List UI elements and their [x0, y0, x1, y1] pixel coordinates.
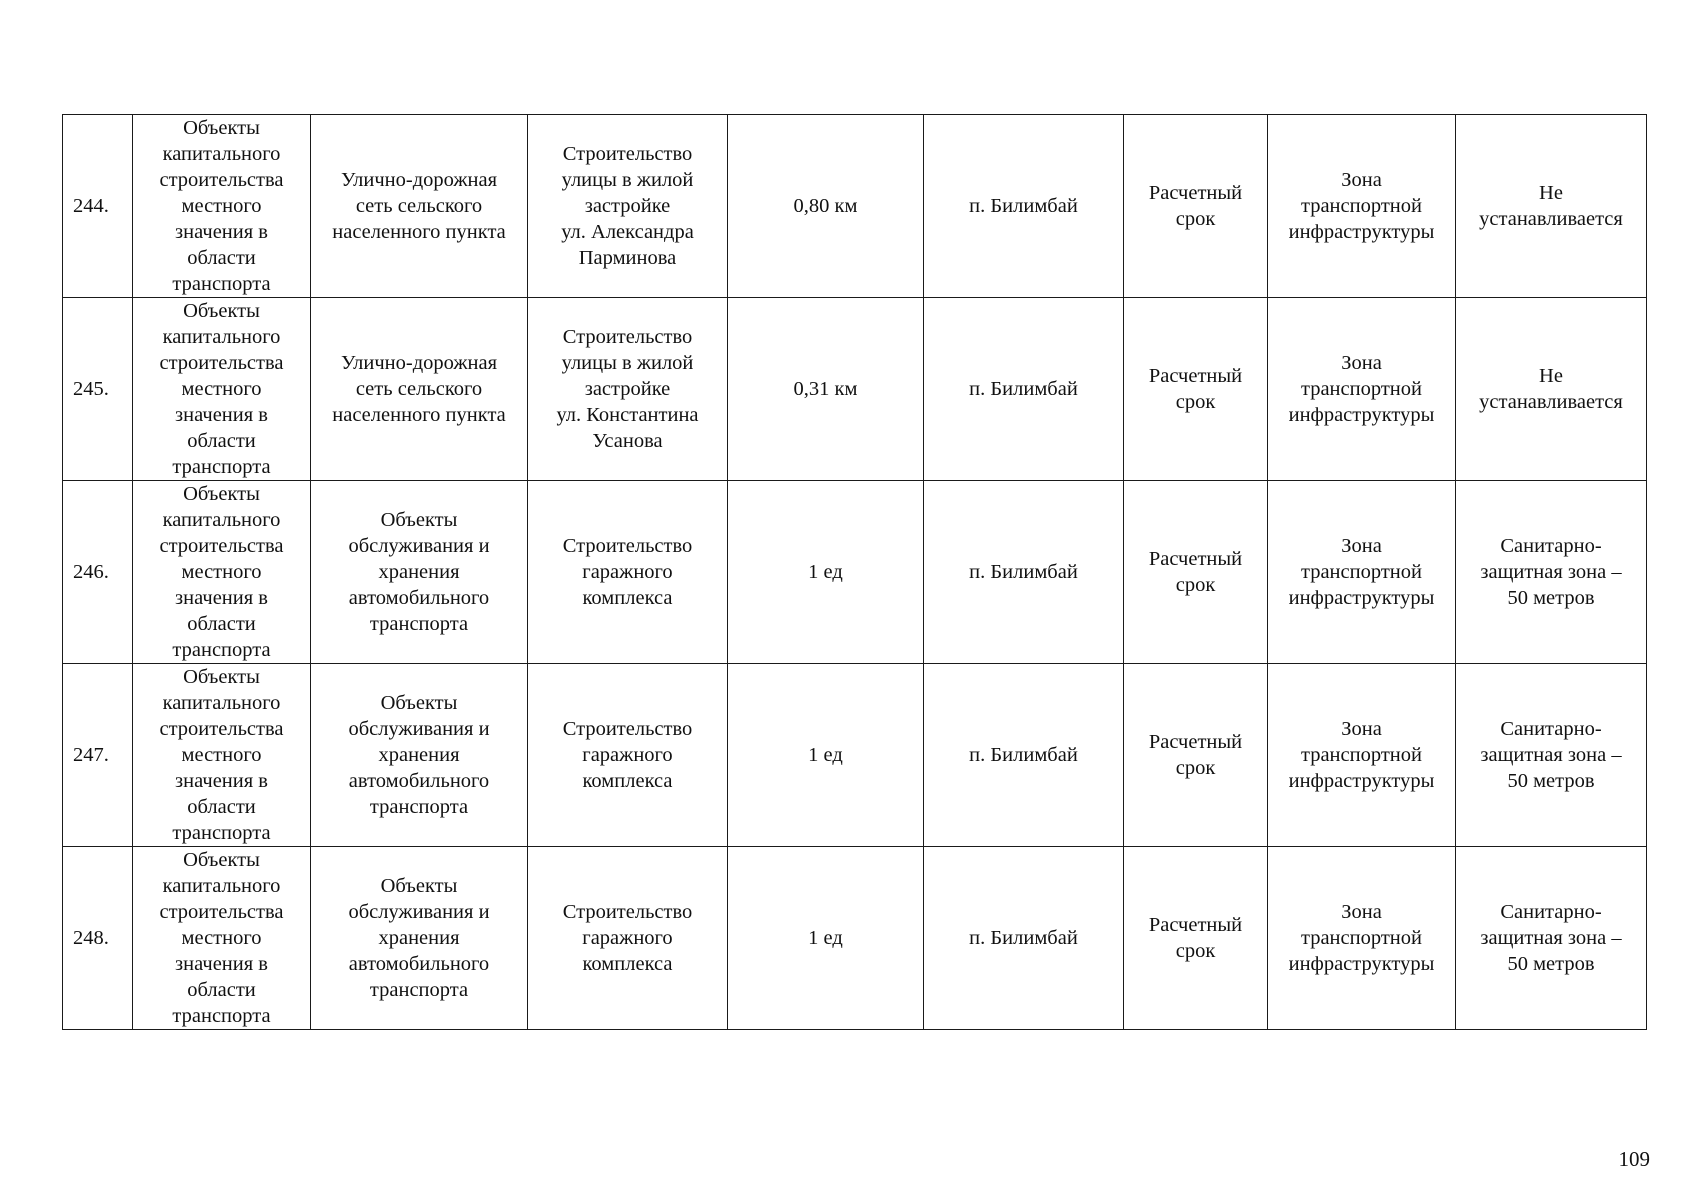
table-row — [63, 664, 1647, 847]
object-name: Строительство гаражного комплекса — [528, 664, 728, 847]
zone-restriction: Санитарно- защитная зона – 50 метров — [1456, 481, 1647, 664]
object-value: 1 ед — [728, 664, 924, 847]
object-location: п. Билимбай — [924, 115, 1124, 298]
object-purpose: Объекты обслуживания и хранения автомобильного транспорта — [311, 481, 528, 664]
object-value: 0,31 км — [728, 298, 924, 481]
object-value: 1 ед — [728, 481, 924, 664]
table-row — [63, 847, 1647, 1030]
object-category: Объекты капитального строительства местного значения в области транспорта — [133, 115, 311, 298]
object-value: 1 ед — [728, 847, 924, 1030]
zone-restriction: Санитарно- защитная зона – 50 метров — [1456, 664, 1647, 847]
objects-table — [62, 114, 1647, 1030]
row-number: 248. — [63, 847, 133, 1030]
implementation-term: Расчетный срок — [1124, 298, 1268, 481]
row-number: 246. — [63, 481, 133, 664]
object-location: п. Билимбай — [924, 298, 1124, 481]
object-purpose: Улично-дорожная сеть сельского населенного пункта — [311, 115, 528, 298]
object-category: Объекты капитального строительства местного значения в области транспорта — [133, 847, 311, 1030]
object-location: п. Билимбай — [924, 664, 1124, 847]
object-name: Строительство улицы в жилой застройке ул. Константина Усанова — [528, 298, 728, 481]
object-category: Объекты капитального строительства местного значения в области транспорта — [133, 664, 311, 847]
row-number: 244. — [63, 115, 133, 298]
zone-restriction: Санитарно- защитная зона – 50 метров — [1456, 847, 1647, 1030]
object-location: п. Билимбай — [924, 847, 1124, 1030]
table-row — [63, 115, 1647, 298]
zone-restriction: Не устанавливается — [1456, 115, 1647, 298]
implementation-term: Расчетный срок — [1124, 481, 1268, 664]
object-value: 0,80 км — [728, 115, 924, 298]
functional-zone: Зона транспортной инфраструктуры — [1268, 847, 1456, 1030]
object-category: Объекты капитального строительства местного значения в области транспорта — [133, 481, 311, 664]
object-category: Объекты капитального строительства местного значения в области транспорта — [133, 298, 311, 481]
functional-zone: Зона транспортной инфраструктуры — [1268, 664, 1456, 847]
object-purpose: Объекты обслуживания и хранения автомобильного транспорта — [311, 664, 528, 847]
implementation-term: Расчетный срок — [1124, 664, 1268, 847]
functional-zone: Зона транспортной инфраструктуры — [1268, 481, 1456, 664]
functional-zone: Зона транспортной инфраструктуры — [1268, 115, 1456, 298]
page-number: 109 — [1618, 1147, 1650, 1171]
object-purpose: Улично-дорожная сеть сельского населенного пункта — [311, 298, 528, 481]
object-name: Строительство улицы в жилой застройке ул. Александра Парминова — [528, 115, 728, 298]
row-number: 247. — [63, 664, 133, 847]
functional-zone: Зона транспортной инфраструктуры — [1268, 298, 1456, 481]
table-row — [63, 481, 1647, 664]
row-number: 245. — [63, 298, 133, 481]
object-location: п. Билимбай — [924, 481, 1124, 664]
table-row — [63, 298, 1647, 481]
object-name: Строительство гаражного комплекса — [528, 481, 728, 664]
zone-restriction: Не устанавливается — [1456, 298, 1647, 481]
object-purpose: Объекты обслуживания и хранения автомобильного транспорта — [311, 847, 528, 1030]
implementation-term: Расчетный срок — [1124, 115, 1268, 298]
implementation-term: Расчетный срок — [1124, 847, 1268, 1030]
object-name: Строительство гаражного комплекса — [528, 847, 728, 1030]
